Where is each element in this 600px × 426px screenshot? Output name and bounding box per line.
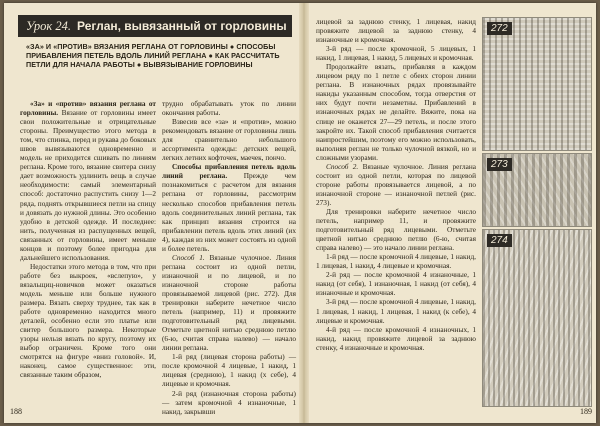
method-label: Способ 2. (326, 161, 359, 171)
section-heading: «За» и «против» вязания реглана от горловины. (20, 99, 156, 118)
right-page (308, 3, 596, 423)
method-label: Способ 1. (172, 252, 205, 262)
paragraph: 1-й ряд — после кромочной 4 лицевые, 1 накид, 1 лицевая, 1 накид, 4 лицевые и кромочная. (316, 252, 476, 271)
paragraph (316, 162, 476, 207)
paragraph: 2-й ряд — после кромочной 4 изнаночные, 1 накид (от себя), 1 изнаночная, 1 накид (от себя), 4 изнаночные и кромочная. (316, 270, 476, 298)
left-page (4, 3, 300, 423)
lesson-summary: «ЗА» И «ПРОТИВ» ВЯЗАНИЯ РЕГЛАНА ОТ ГОРЛОВИНЫ ● СПОСОБЫ ПРИБАВЛЕНИЯ ПЕТЕЛЬ ВДОЛЬ ЛИНИЙ РЕГЛАНА ● КАК РАССЧИТАТЬ ПЕТЛИ ДЛЯ НАЧАЛА РАБОТЫ ● ВЫВЯЗЫВАНИЕ ГОРЛОВИНЫ (26, 42, 280, 69)
paragraph: Для тренировки наберите нечетное число петель, например 11, и провяжите подготовительный ряд лицевыми. Отметьте цветной нитью среднюю петлю (6-ю, считая справа налево) — это начало линии реглана. (316, 206, 476, 253)
figure-label: 273 (487, 158, 512, 171)
figure-label: 274 (487, 234, 512, 247)
lesson-title: Реглан, вывязанный от горловины (77, 19, 287, 33)
section-heading: Способы прибавления петель вдоль линий реглана. (162, 162, 296, 181)
paragraph: лицевой за заднюю стенку, 1 лицевая, накид провяжите лицевой за заднюю стенку, 4 изнаночные и кромочная. (316, 17, 476, 45)
lesson-header (18, 15, 292, 37)
paragraph: 1-й ряд (лицевая сторона работы) — после кромочной 4 лицевые, 1 накид, 1 лицевая (среднюю), 1 накид (х себе), 4 лицевые и кромочная. (162, 352, 296, 389)
knit-swatch-figure-272 (482, 17, 592, 151)
book-spread (4, 3, 596, 423)
paragraph: Взвесив все «за» и «против», можно рекомендовать вязание от горловины лишь для сравнительно небольшого ассортимента одежды: детских вещей, легких летних кофточек, маечек, пончо. (162, 117, 296, 163)
page-number-left: 188 (10, 407, 22, 416)
paragraph (162, 253, 296, 353)
paragraph: 4-й ряд — после кромочной 4 изнаночных, 1 накид, накид провяжите лицевой за заднюю стенку, 4 изнаночные и кромочная. (316, 324, 476, 352)
right-column (316, 17, 476, 352)
left-column-2 (162, 99, 296, 416)
paragraph-text: Вязаные чулочное. Линия реглана состоит из одной петли, которая по лицевой стороне работы провязывается лицевой, а по изнаночной стороне — изнаночной петлей (рис. 273). (316, 161, 476, 207)
paragraph-text: Прежде чем познакомиться с расчетом для вязания реглана от горловины, рассмотрим несколько способов прибавления петель вдоль соединительных линий реглана, так как принцип вязания строится на прибавлении петель вдоль этих линий (их 4), каждая из них может состоять из одной и более петель. (162, 171, 296, 253)
paragraph-text: Вязаные чулочное. Линия реглана состоит из одной петли, изнаночной и по лицевой, и по изнаночной стороне работы провязываемой лицевой (рис. 272). Для тренировки наберите нечетное число петель (например, 11) и провяжите подготовительный ряд лицевыми. Отметьте цветной нитью среднюю петлю (6-ю, считая справа налево) — начало линии реглана. (162, 252, 296, 353)
paragraph: 3-й ряд — после кромочной, 5 лицевых, 1 накид, 1 лицевая, 1 накид, 5 лицевых и кромочная. (316, 44, 476, 63)
paragraph: Продолжайте вязать, прибавляя в каждом лицевом ряду по 1 петле с обеих сторон линии реглана. В изнаночных рядах провязывайте накиды указанным способом, тогда отверстия от них будут почти незаметны. Прибавлений в изнаночных рядах не делайте. Вяжите, пока на спице не окажется 27—29 петель, и после этого закройте их. Такой способ прибавления считается наипростейшим, поэтому его можно использовать, выполняя реглан не только чулочной вязкой, но и сложными узорами. (316, 62, 476, 162)
paragraph (162, 162, 296, 252)
left-column-1 (20, 99, 156, 379)
knit-swatch-figure-274 (482, 229, 592, 407)
figure-label: 272 (487, 22, 512, 35)
paragraph: трудно обрабатывать уток по линии окончания работы. (162, 99, 296, 118)
paragraph: 2-й ряд (изнаночная сторона работы) — затем кромочной 4 изнаночные, 1 накид, закрывши (162, 388, 296, 416)
paragraph-text: Вязание от горловины имеет свои положительные и отрицательные стороны. Преимущество этого метода в том, что спинка, перед и рукава до боковых швов вывязываются одновременно и модель не приходится сшивать по линиям реглана. Кроме того, вязание свитера снизу дает возможность удлинить вещь в случае необходимости: самый элементарный способ: достаточно распустить снизу 1—2 ряда, поднять открывшиеся петли на спицу и довязать до нужной длины. Это особенно удобно в детской одежде. И последнее: нить, полученная из распущенных вещей, связанных от горловины, имеет меньше концов и поэтому более пригодна для дальнейшего использования. (20, 108, 156, 262)
page-number-right: 189 (580, 407, 592, 416)
paragraph (20, 99, 156, 262)
paragraph: 3-й ряд — после кромочной 4 лицевые, 1 накид, 1 лицевая, 1 накид, 1 лицевая, 1 накид (к себе), 4 лицевые и кромочная. (316, 297, 476, 325)
paragraph: Недостатки этого метода в том, что при работе без выкроек, «вслепую», у вязальщиц-новичков может оказаться модель меньше или больше нужного размера. Вязать сверху труднее, так как в работе одновременно находится много деталей, особенно если это платье или свитер большого размера. Некоторые узоры нельзя вязать по кругу, поэтому их выбор ограничен. Кроме того они смотрятся на фигуре «вниз головой». И, наконец, самое существенное: эти, связанные таким образом, (20, 261, 156, 380)
knit-swatch-figure-273 (482, 153, 592, 227)
lesson-number: Урок 24. (26, 18, 72, 33)
